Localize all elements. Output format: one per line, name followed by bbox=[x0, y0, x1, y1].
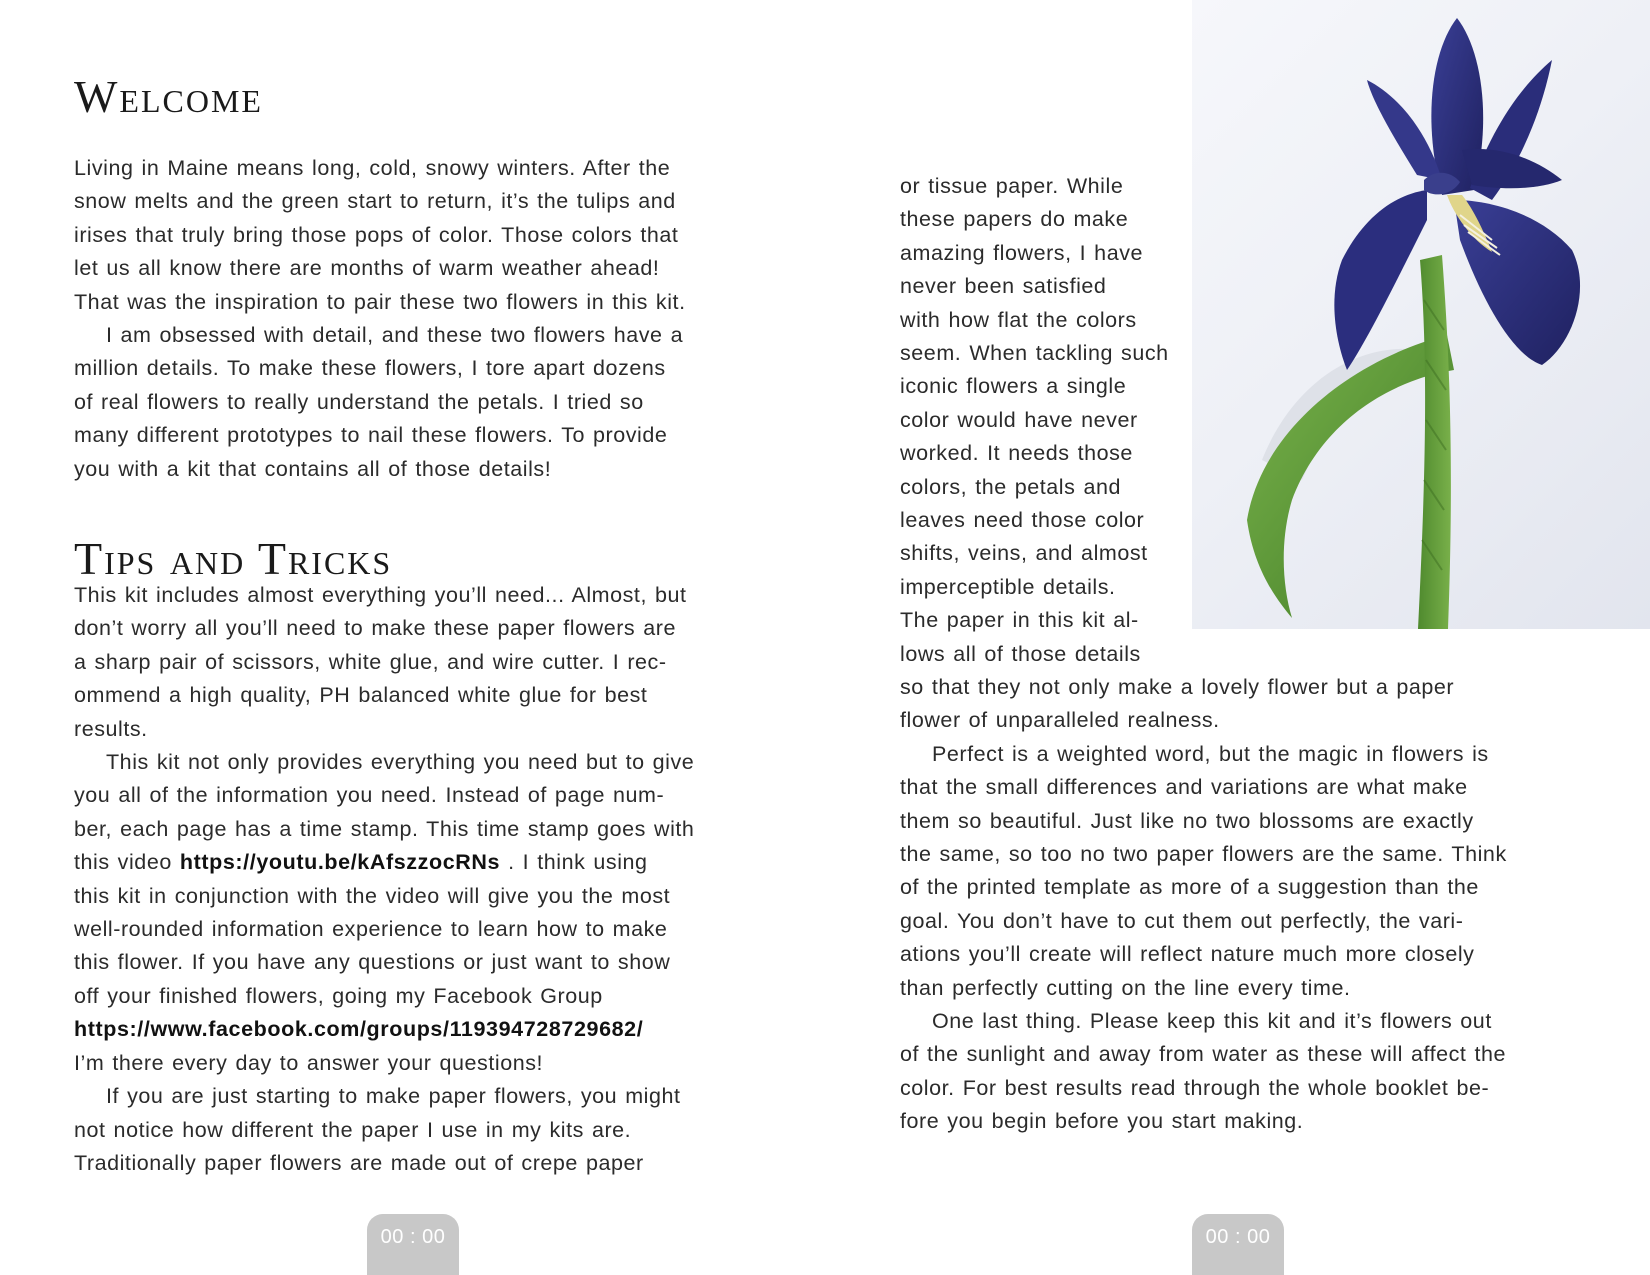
text-line: you all of the information you need. Instead of page num- bbox=[74, 783, 665, 808]
video-link[interactable]: https://youtu.be/kAfszzocRNs bbox=[179, 850, 501, 875]
text-line: of real flowers to really understand the petals. I tried so bbox=[74, 389, 644, 414]
text-line: shifts, veins, and almost bbox=[900, 541, 1148, 566]
text-line: you with a kit that contains all of those details! bbox=[74, 456, 552, 481]
text-line: Perfect is a weighted word, but the magic in flowers is bbox=[932, 741, 1489, 766]
text-line: these papers do make bbox=[900, 207, 1129, 232]
right-wide-paragraphs bbox=[900, 671, 1507, 1139]
paper-iris-photo bbox=[1192, 0, 1650, 629]
text-line: I’m there every day to answer your questions! bbox=[74, 1050, 544, 1075]
text-line: Living in Maine means long, cold, snowy winters. After the bbox=[74, 156, 671, 180]
timestamp-tab-right: 00 : 00 bbox=[1192, 1214, 1284, 1275]
text-line: a sharp pair of scissors, white glue, and wire cutter. I rec- bbox=[74, 649, 667, 674]
text-line: I am obsessed with detail, and these two flowers have a bbox=[106, 323, 684, 348]
text-line: well-rounded information experience to learn how to make bbox=[74, 917, 668, 942]
text-line: of the sunlight and away from water as these will affect the bbox=[900, 1042, 1507, 1067]
text-line: Traditionally paper flowers are made out of crepe paper bbox=[74, 1150, 644, 1175]
text-line: this flower. If you have any questions or just want to show bbox=[74, 950, 671, 975]
text-line: colors, the petals and bbox=[900, 474, 1121, 499]
text-line: never been satisfied bbox=[900, 274, 1107, 299]
welcome-paragraphs bbox=[74, 152, 686, 486]
text-line: them so beautiful. Just like no two blossoms are exactly bbox=[900, 808, 1474, 833]
text-line: flower of unparalleled realness. bbox=[900, 708, 1220, 733]
text-line: or tissue paper. While bbox=[900, 174, 1124, 198]
iris-illustration-icon bbox=[1192, 0, 1650, 629]
text-line: let us all know there are months of warm weather ahead! bbox=[74, 256, 660, 281]
text-line: so that they not only make a lovely flower but a paper bbox=[900, 675, 1455, 699]
text-line: seem. When tackling such bbox=[900, 341, 1169, 366]
text-line: that the small differences and variations are what make bbox=[900, 775, 1468, 800]
text-line: don’t worry all you’ll need to make these paper flowers are bbox=[74, 616, 676, 641]
timestamp-tab-left: 00 : 00 bbox=[367, 1214, 459, 1275]
text-line: iconic flowers a single bbox=[900, 374, 1127, 399]
text-line: of the printed template as more of a suggestion than the bbox=[900, 875, 1479, 900]
right-narrow-paragraph bbox=[900, 170, 1169, 671]
text-line: color would have never bbox=[900, 407, 1138, 432]
tips-heading: Tips and Tricks bbox=[74, 533, 393, 584]
text-line: results. bbox=[74, 716, 148, 741]
text-line: This kit includes almost everything you’ll need... Almost, but bbox=[74, 583, 687, 607]
facebook-group-link[interactable]: https://www.facebook.com/groups/119394728729682/ bbox=[74, 1017, 644, 1042]
text-line: The paper in this kit al- bbox=[900, 608, 1139, 633]
text-line: One last thing. Please keep this kit and it’s flowers out bbox=[932, 1009, 1492, 1034]
text-line: If you are just starting to make paper flowers, you might bbox=[106, 1084, 681, 1109]
text-line-video bbox=[74, 846, 694, 879]
tips-paragraphs bbox=[74, 579, 694, 1180]
video-line-after: . I think using bbox=[508, 850, 648, 875]
text-line: with how flat the colors bbox=[900, 307, 1137, 332]
text-line: This kit not only provides everything you need but to give bbox=[106, 750, 695, 775]
text-line: this kit in conjunction with the video will give you the most bbox=[74, 883, 671, 908]
text-line: than perfectly cutting on the line every time. bbox=[900, 975, 1351, 1000]
text-line: irises that truly bring those pops of color. Those colors that bbox=[74, 222, 679, 247]
text-line: ommend a high quality, PH balanced white glue for best bbox=[74, 683, 648, 708]
text-line: amazing flowers, I have bbox=[900, 240, 1144, 265]
text-line: lows all of those details bbox=[900, 641, 1141, 666]
text-line: snow melts and the green start to return, it’s the tulips and bbox=[74, 189, 676, 214]
text-line: leaves need those color bbox=[900, 508, 1145, 533]
text-line: fore you begin before you start making. bbox=[900, 1109, 1304, 1134]
text-line: color. For best results read through the whole booklet be- bbox=[900, 1075, 1490, 1100]
text-line: the same, so too no two paper flowers are the same. Think bbox=[900, 842, 1507, 867]
text-line: imperceptible details. bbox=[900, 574, 1116, 599]
video-line-before: this video bbox=[74, 850, 172, 875]
text-line: many different prototypes to nail these flowers. To provide bbox=[74, 423, 668, 448]
text-line: That was the inspiration to pair these two flowers in this kit. bbox=[74, 289, 686, 314]
text-line: ations you’ll create will reflect nature much more closely bbox=[900, 942, 1475, 967]
text-line: not notice how different the paper I use in my kits are. bbox=[74, 1117, 632, 1142]
text-line: worked. It needs those bbox=[900, 441, 1133, 466]
text-line: goal. You don’t have to cut them out perfectly, the vari- bbox=[900, 908, 1464, 933]
text-line: million details. To make these flowers, I tore apart dozens bbox=[74, 356, 666, 381]
welcome-heading: Welcome bbox=[74, 71, 263, 122]
text-line: off your finished flowers, going my Facebook Group bbox=[74, 983, 603, 1008]
text-line: ber, each page has a time stamp. This time stamp goes with bbox=[74, 816, 695, 841]
